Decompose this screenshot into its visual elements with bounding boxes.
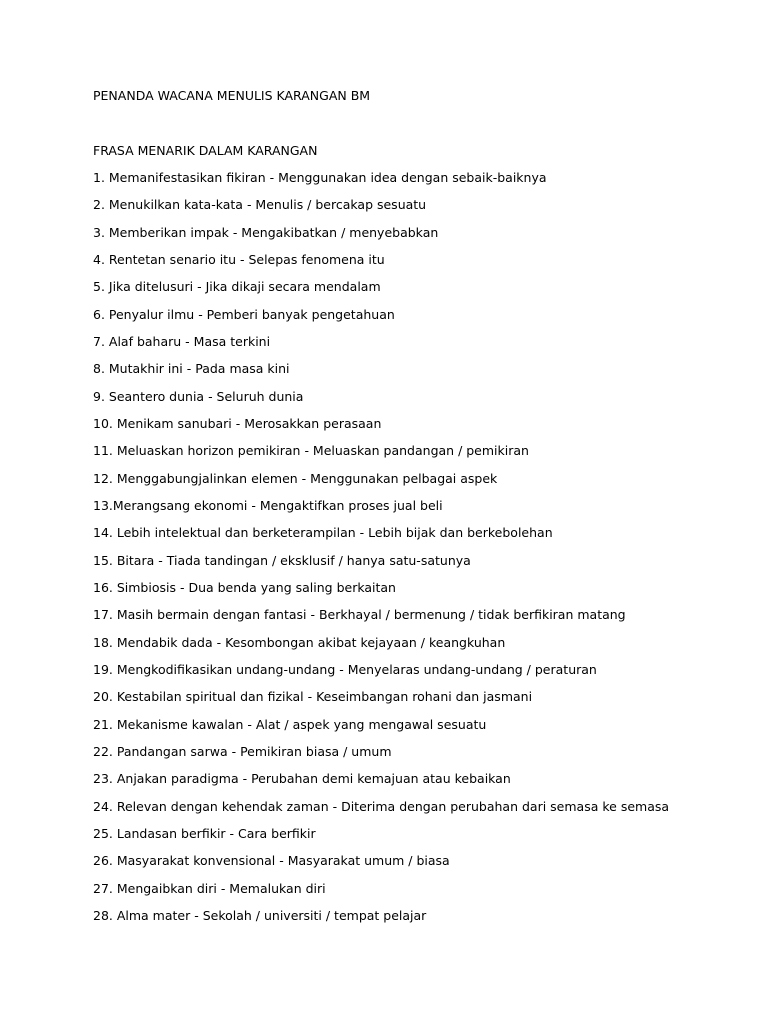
list-item: 26. Masyarakat konvensional - Masyarakat umum / biasa [93,853,450,869]
list-item: 6. Penyalur ilmu - Pemberi banyak pengetahuan [93,306,395,322]
list-item: 15. Bitara - Tiada tandingan / eksklusif / hanya satu-satunya [93,552,471,568]
list-item: 20. Kestabilan spiritual dan fizikal - Keseimbangan rohani dan jasmani [93,689,533,705]
document-title: PENANDA WACANA MENULIS KARANGAN BM [93,88,371,103]
phrase-list [93,168,753,933]
list-item: 27. Mengaibkan diri - Memalukan diri [93,880,326,896]
list-item: 28. Alma mater - Sekolah / universiti / tempat pelajar [93,907,427,923]
list-item: 22. Pandangan sarwa - Pemikiran biasa / umum [93,743,392,759]
list-item: 13.Merangsang ekonomi - Mengaktifkan proses jual beli [93,497,443,513]
list-item: 24. Relevan dengan kehendak zaman - Diterima dengan perubahan dari semasa ke semasa [93,798,670,814]
list-item: 4. Rentetan senario itu - Selepas fenomena itu [93,251,385,267]
list-item: 9. Seantero dunia - Seluruh dunia [93,388,304,404]
list-item: 25. Landasan berfikir - Cara berfikir [93,825,316,841]
list-item: 12. Menggabungjalinkan elemen - Menggunakan pelbagai aspek [93,470,498,486]
list-item: 8. Mutakhir ini - Pada masa kini [93,361,290,377]
list-item: 21. Mekanisme kawalan - Alat / aspek yang mengawal sesuatu [93,716,487,732]
list-item: 2. Menukilkan kata-kata - Menulis / bercakap sesuatu [93,197,427,213]
list-item: 3. Memberikan impak - Mengakibatkan / menyebabkan [93,224,439,240]
section-heading: FRASA MENARIK DALAM KARANGAN [93,143,318,158]
list-item: 11. Meluaskan horizon pemikiran - Meluaskan pandangan / pemikiran [93,443,529,459]
list-item: 17. Masih bermain dengan fantasi - Berkhayal / bermenung / tidak berfikiran matang [93,607,626,623]
list-item: 10. Menikam sanubari - Merosakkan perasaan [93,415,382,431]
list-item: 18. Mendabik dada - Kesombongan akibat kejayaan / keangkuhan [93,634,506,650]
list-item: 23. Anjakan paradigma - Perubahan demi kemajuan atau kebaikan [93,771,511,787]
list-item: 1. Memanifestasikan fikiran - Menggunakan idea dengan sebaik-baiknya [93,170,547,185]
list-item: 16. Simbiosis - Dua benda yang saling berkaitan [93,579,396,595]
list-item: 14. Lebih intelektual dan berketerampilan - Lebih bijak dan berkebolehan [93,525,553,541]
list-item: 19. Mengkodifikasikan undang-undang - Menyelaras undang-undang / peraturan [93,661,597,677]
list-item: 7. Alaf baharu - Masa terkini [93,333,271,349]
list-item: 5. Jika ditelusuri - Jika dikaji secara mendalam [93,279,381,295]
